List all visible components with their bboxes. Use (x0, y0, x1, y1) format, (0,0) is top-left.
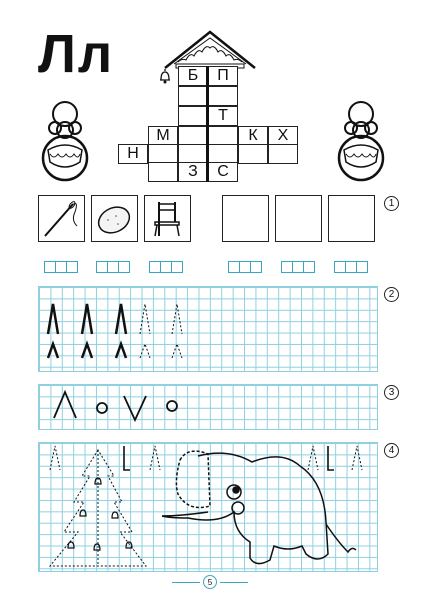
house-cell (178, 106, 208, 126)
house-cell (178, 144, 208, 164)
house-cell (178, 86, 208, 106)
house-cell (208, 86, 238, 106)
picture-lemon (91, 195, 138, 242)
task-number: 2 (384, 287, 399, 302)
page-line (220, 582, 248, 583)
house-roof (160, 28, 260, 70)
doll-icon (40, 100, 90, 185)
lemon-icon (92, 196, 136, 240)
task-number: 3 (384, 385, 399, 400)
house-divider (206, 66, 209, 182)
answer-box (275, 195, 322, 242)
bell-icon (68, 478, 132, 550)
house-cell: Б (178, 66, 208, 86)
tracing-pictures (38, 442, 378, 572)
sound-scheme (149, 261, 182, 273)
house-cell: К (238, 126, 268, 146)
letter-trace (38, 286, 378, 372)
needle-thread-icon (39, 196, 83, 240)
house-cell: З (178, 162, 208, 182)
chair-icon (145, 196, 189, 240)
sound-scheme (44, 261, 77, 273)
picture-needle (38, 195, 85, 242)
doll-icon (336, 100, 386, 185)
page-title: Лл (38, 24, 115, 84)
task-number: 4 (384, 443, 399, 458)
page-number: 5 (203, 575, 217, 589)
house-cell: С (208, 162, 238, 182)
sound-scheme (334, 261, 367, 273)
sound-scheme (228, 261, 261, 273)
house-cell (268, 144, 298, 164)
house-cell (178, 126, 208, 146)
house-cell: Т (208, 106, 238, 126)
pattern-trace (38, 384, 378, 430)
page-line (172, 582, 200, 583)
house-cell: М (148, 126, 178, 146)
house-cell (208, 144, 238, 164)
house-cell: П (208, 66, 238, 86)
house-cell: Н (118, 144, 148, 164)
sound-scheme (96, 261, 129, 273)
elephant-icon (162, 451, 356, 563)
bell-icon (158, 68, 172, 84)
house-cell (208, 126, 238, 146)
picture-chair (144, 195, 191, 242)
house-cell (238, 144, 268, 164)
house-cell (148, 144, 178, 164)
answer-box (222, 195, 269, 242)
sound-scheme (281, 261, 314, 273)
task-number: 1 (384, 196, 399, 211)
house-cell (148, 162, 178, 182)
answer-box (328, 195, 375, 242)
house-cell: Х (268, 126, 298, 146)
